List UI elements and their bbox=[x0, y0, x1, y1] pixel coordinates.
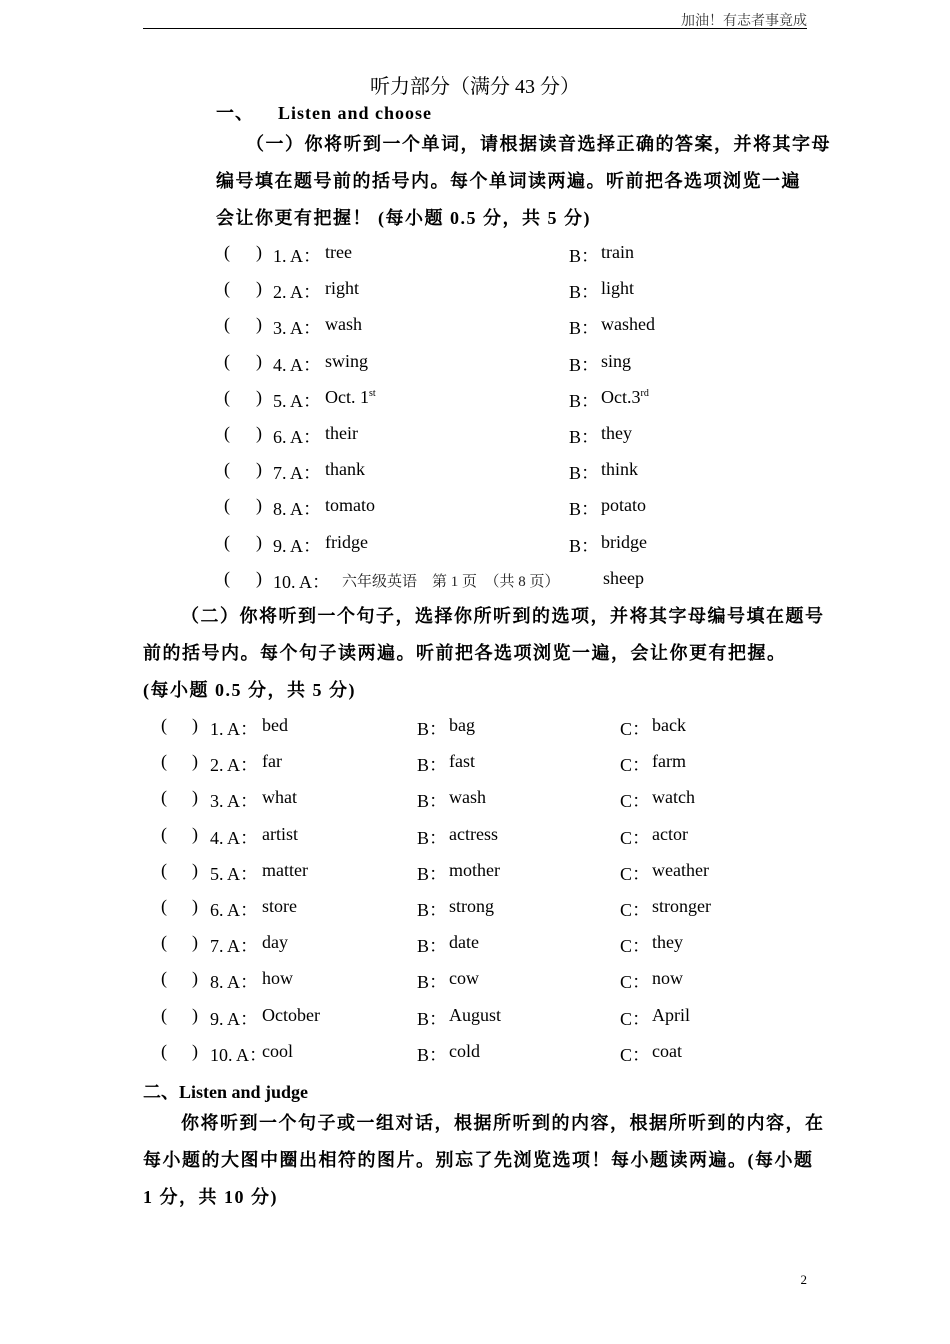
option-c: watch bbox=[652, 787, 695, 808]
part2-instructions bbox=[143, 598, 825, 709]
option-c-label: C： bbox=[620, 1044, 651, 1065]
option-c-label: C： bbox=[620, 1008, 651, 1029]
part1-instructions bbox=[216, 126, 831, 237]
option-c-label: C： bbox=[620, 972, 651, 993]
option-a bbox=[325, 423, 358, 444]
option-a-text: thank bbox=[325, 459, 365, 480]
option-b-superscript: rd bbox=[640, 387, 649, 399]
option-b-label: B： bbox=[417, 755, 448, 776]
option-a-text: Oct. 1 bbox=[325, 386, 369, 407]
question-number: 6. A： bbox=[210, 900, 259, 920]
question-number: 3. A： bbox=[273, 318, 322, 339]
answer-paren-open[interactable]: ( bbox=[224, 278, 230, 299]
option-b bbox=[601, 314, 655, 335]
option-a: October bbox=[262, 1004, 320, 1025]
answer-paren-close: ) bbox=[256, 495, 262, 516]
answer-paren-open[interactable]: ( bbox=[224, 459, 230, 480]
question-number: 9. A： bbox=[210, 1008, 259, 1029]
option-b-label: B： bbox=[417, 827, 448, 848]
question-number: 7. A： bbox=[273, 463, 322, 484]
answer-paren-close: ) bbox=[256, 314, 262, 335]
option-b-text: they bbox=[601, 423, 632, 443]
option-b-label: B： bbox=[569, 463, 600, 484]
option-b bbox=[601, 387, 649, 408]
option-b-label: B： bbox=[417, 863, 448, 884]
instruction-line: （二）你将听到一个句子，选择你所听到的选项，并将其字母编号填在题号 bbox=[181, 606, 825, 626]
option-a-text: fridge bbox=[325, 531, 368, 552]
option-a-text: right bbox=[325, 278, 359, 299]
option-b-label: B： bbox=[569, 390, 600, 411]
page-header: 加油！有志者事竟成 bbox=[681, 14, 807, 29]
header-rule bbox=[143, 28, 807, 29]
answer-paren-open[interactable]: ( bbox=[224, 567, 230, 588]
option-a: matter bbox=[262, 859, 308, 880]
option-b-label: B： bbox=[569, 354, 600, 375]
option-b: mother bbox=[449, 859, 500, 880]
instruction-line: 前的括号内。每个句子读两遍。听前把各选项浏览一遍，会让你更有把握。 bbox=[143, 643, 787, 663]
question-number: 4. A： bbox=[273, 354, 322, 375]
answer-paren-close: ) bbox=[256, 531, 262, 552]
option-b: actress bbox=[449, 823, 498, 844]
answer-paren-close: ) bbox=[192, 896, 198, 916]
question-row bbox=[0, 314, 950, 338]
option-a bbox=[325, 495, 375, 516]
question-row bbox=[0, 968, 950, 992]
answer-paren-close: ) bbox=[256, 567, 262, 588]
option-b-text: light bbox=[601, 278, 635, 299]
option-a: what bbox=[262, 787, 297, 808]
question-row bbox=[0, 351, 950, 375]
option-b: cow bbox=[449, 968, 479, 989]
section1-heading bbox=[216, 99, 432, 125]
answer-paren-open[interactable]: ( bbox=[224, 242, 230, 262]
answer-paren-open[interactable]: ( bbox=[224, 495, 230, 516]
option-c: April bbox=[652, 1004, 690, 1025]
option-c-label: C： bbox=[620, 827, 651, 848]
answer-paren-close: ) bbox=[192, 751, 198, 772]
question-row bbox=[0, 1041, 950, 1065]
page-title: 听力部分（满分 43 分） bbox=[370, 76, 580, 98]
option-a: bed bbox=[262, 715, 288, 735]
instruction-line: （一）你将听到一个单词，请根据读音选择正确的答案，并将其字母 bbox=[246, 134, 831, 154]
option-b bbox=[601, 532, 647, 553]
answer-paren-open[interactable]: ( bbox=[161, 896, 167, 916]
answer-paren-close: ) bbox=[192, 787, 198, 808]
answer-paren-close: ) bbox=[192, 968, 198, 989]
answer-paren-close: ) bbox=[192, 1040, 198, 1061]
question-row bbox=[0, 278, 950, 302]
answer-paren-close: ) bbox=[256, 386, 262, 407]
option-b-label: B： bbox=[417, 719, 448, 739]
answer-paren-open[interactable]: ( bbox=[161, 968, 167, 989]
question-row bbox=[0, 242, 950, 266]
option-b: fast bbox=[449, 751, 475, 772]
question-number: 4. A： bbox=[210, 827, 259, 848]
option-a bbox=[325, 278, 359, 299]
answer-paren-close: ) bbox=[256, 242, 262, 262]
answer-paren-close: ) bbox=[192, 715, 198, 735]
question-number: 8. A： bbox=[210, 972, 259, 993]
option-b bbox=[601, 242, 634, 263]
question-number: 7. A： bbox=[210, 936, 259, 957]
option-b-text: Oct.3 bbox=[601, 386, 641, 407]
option-c-label: C： bbox=[620, 719, 651, 739]
option-a: far bbox=[262, 751, 282, 772]
option-c: back bbox=[652, 715, 686, 735]
answer-paren-close: ) bbox=[192, 932, 198, 953]
option-a-superscript: st bbox=[369, 387, 376, 399]
option-a: how bbox=[262, 968, 293, 989]
option-b: strong bbox=[449, 896, 494, 916]
option-b-text: train bbox=[601, 242, 634, 262]
option-c: actor bbox=[652, 823, 688, 844]
question-number: 3. A： bbox=[210, 791, 259, 812]
option-b: cold bbox=[449, 1040, 480, 1061]
section2-heading: 二、Listen and judge bbox=[143, 1082, 309, 1102]
option-a bbox=[325, 314, 362, 335]
answer-paren-open[interactable]: ( bbox=[161, 787, 167, 808]
answer-paren-open[interactable]: ( bbox=[224, 386, 230, 407]
option-b-label: B： bbox=[417, 1008, 448, 1029]
option-b-text: bridge bbox=[601, 531, 647, 552]
option-b bbox=[601, 351, 631, 372]
question-row bbox=[0, 495, 950, 519]
instruction-line: 1 分，共 10 分) bbox=[143, 1187, 278, 1207]
question-number: 9. A： bbox=[273, 535, 322, 556]
answer-paren-open[interactable]: ( bbox=[161, 751, 167, 772]
answer-paren-close: ) bbox=[192, 823, 198, 844]
option-c: farm bbox=[652, 751, 686, 772]
instruction-line: 编号填在题号前的括号内。每个单词读两遍。听前把各选项浏览一遍 bbox=[216, 171, 801, 191]
question-number: 5. A： bbox=[273, 390, 322, 411]
option-c: now bbox=[652, 968, 683, 989]
option-a bbox=[325, 387, 376, 408]
answer-paren-close: ) bbox=[256, 350, 262, 371]
answer-paren-close: ) bbox=[192, 1004, 198, 1025]
option-b-label: B： bbox=[417, 936, 448, 957]
option-a-text: wash bbox=[325, 314, 362, 335]
section2-instructions bbox=[143, 1105, 825, 1216]
option-b bbox=[603, 568, 644, 589]
answer-paren-close: ) bbox=[256, 278, 262, 299]
option-c-label: C： bbox=[620, 755, 651, 776]
answer-paren-close: ) bbox=[256, 423, 262, 443]
answer-paren-open[interactable]: ( bbox=[161, 859, 167, 880]
question-row bbox=[0, 932, 950, 956]
instruction-line: (每小题 0.5 分，共 5 分) bbox=[143, 680, 356, 700]
option-c: weather bbox=[652, 859, 709, 880]
option-b-text: potato bbox=[601, 495, 646, 516]
option-b: bag bbox=[449, 715, 475, 735]
option-a-text: tree bbox=[325, 242, 352, 262]
option-b-label: B： bbox=[569, 427, 600, 447]
option-b-label: B： bbox=[417, 900, 448, 920]
question-number: 2. A： bbox=[210, 755, 259, 776]
question-number: 8. A： bbox=[273, 499, 322, 520]
option-b-label: B： bbox=[417, 1044, 448, 1065]
option-b-label: B： bbox=[569, 535, 600, 556]
option-a bbox=[325, 351, 368, 372]
question-row bbox=[0, 824, 950, 848]
option-b-label: B： bbox=[417, 972, 448, 993]
option-b: date bbox=[449, 932, 479, 953]
option-b bbox=[601, 278, 634, 299]
question-number: 1. A： bbox=[210, 719, 259, 739]
question-number: 1. A： bbox=[273, 246, 322, 266]
option-b-label: B： bbox=[569, 282, 600, 303]
option-b: wash bbox=[449, 787, 486, 808]
option-c-label: C： bbox=[620, 900, 651, 920]
option-b bbox=[601, 423, 632, 444]
option-c: coat bbox=[652, 1040, 682, 1061]
question-row bbox=[0, 387, 950, 411]
answer-paren-open[interactable]: ( bbox=[161, 1004, 167, 1025]
question-row bbox=[0, 715, 950, 739]
option-a: artist bbox=[262, 823, 298, 844]
question-number: 2. A： bbox=[273, 282, 322, 303]
answer-paren-open[interactable]: ( bbox=[161, 823, 167, 844]
question-row bbox=[0, 751, 950, 775]
option-a: store bbox=[262, 896, 297, 916]
question-number: 6. A： bbox=[273, 427, 322, 447]
option-b-label: B： bbox=[417, 791, 448, 812]
option-b-label: B： bbox=[569, 499, 600, 520]
answer-paren-open[interactable]: ( bbox=[161, 1040, 167, 1061]
option-b-text: think bbox=[601, 459, 639, 480]
option-c: stronger bbox=[652, 896, 711, 916]
option-a-text: their bbox=[325, 423, 358, 443]
question-row bbox=[0, 459, 950, 483]
option-b-text: washed bbox=[601, 314, 655, 335]
question-number: 10. A： bbox=[273, 571, 331, 592]
option-b bbox=[601, 459, 638, 480]
option-b: August bbox=[449, 1004, 502, 1025]
option-a: day bbox=[262, 932, 288, 953]
page-footer: 六年级英语 第 1 页 （共 8 页） bbox=[342, 574, 560, 590]
option-c-label: C： bbox=[620, 863, 651, 884]
instruction-line: 会让你更有把握！ (每小题 0.5 分，共 5 分) bbox=[216, 208, 591, 228]
page-number: 2 bbox=[800, 1272, 807, 1287]
option-c-label: C： bbox=[620, 791, 651, 812]
answer-paren-close: ) bbox=[192, 859, 198, 880]
answer-paren-open[interactable]: ( bbox=[161, 932, 167, 953]
section1-number: 一、 bbox=[216, 103, 254, 123]
question-row bbox=[0, 787, 950, 811]
question-number: 5. A： bbox=[210, 863, 259, 884]
option-c-label: C： bbox=[620, 936, 651, 957]
option-a bbox=[325, 532, 368, 553]
question-number: 10. A： bbox=[210, 1044, 268, 1065]
instruction-line: 每小题的大图中圈出相符的图片。别忘了先浏览选项！每小题读两遍。(每小题 bbox=[143, 1150, 814, 1170]
answer-paren-open[interactable]: ( bbox=[161, 715, 167, 735]
option-c: they bbox=[652, 932, 683, 953]
option-b-label: B： bbox=[569, 318, 600, 339]
option-b-label: B： bbox=[569, 246, 600, 266]
option-a-text: swing bbox=[325, 350, 369, 371]
question-row bbox=[0, 532, 950, 556]
instruction-line: 你将听到一个句子或一组对话，根据所听到的内容，根据所听到的内容，在 bbox=[181, 1113, 825, 1133]
option-a bbox=[325, 242, 352, 263]
option-a-text: tomato bbox=[325, 495, 375, 516]
option-a bbox=[325, 459, 365, 480]
option-b bbox=[601, 495, 646, 516]
answer-paren-open[interactable]: ( bbox=[224, 423, 230, 443]
option-a: cool bbox=[262, 1040, 293, 1061]
question-row bbox=[0, 423, 950, 447]
option-b-text: sheep bbox=[603, 567, 644, 588]
question-row bbox=[0, 896, 950, 920]
answer-paren-open[interactable]: ( bbox=[224, 350, 230, 371]
answer-paren-close: ) bbox=[256, 459, 262, 480]
option-b-text: sing bbox=[601, 350, 632, 371]
question-row bbox=[0, 1005, 950, 1029]
answer-paren-open[interactable]: ( bbox=[224, 314, 230, 335]
section1-title: Listen and choose bbox=[278, 103, 433, 123]
answer-paren-open[interactable]: ( bbox=[224, 531, 230, 552]
question-row bbox=[0, 860, 950, 884]
